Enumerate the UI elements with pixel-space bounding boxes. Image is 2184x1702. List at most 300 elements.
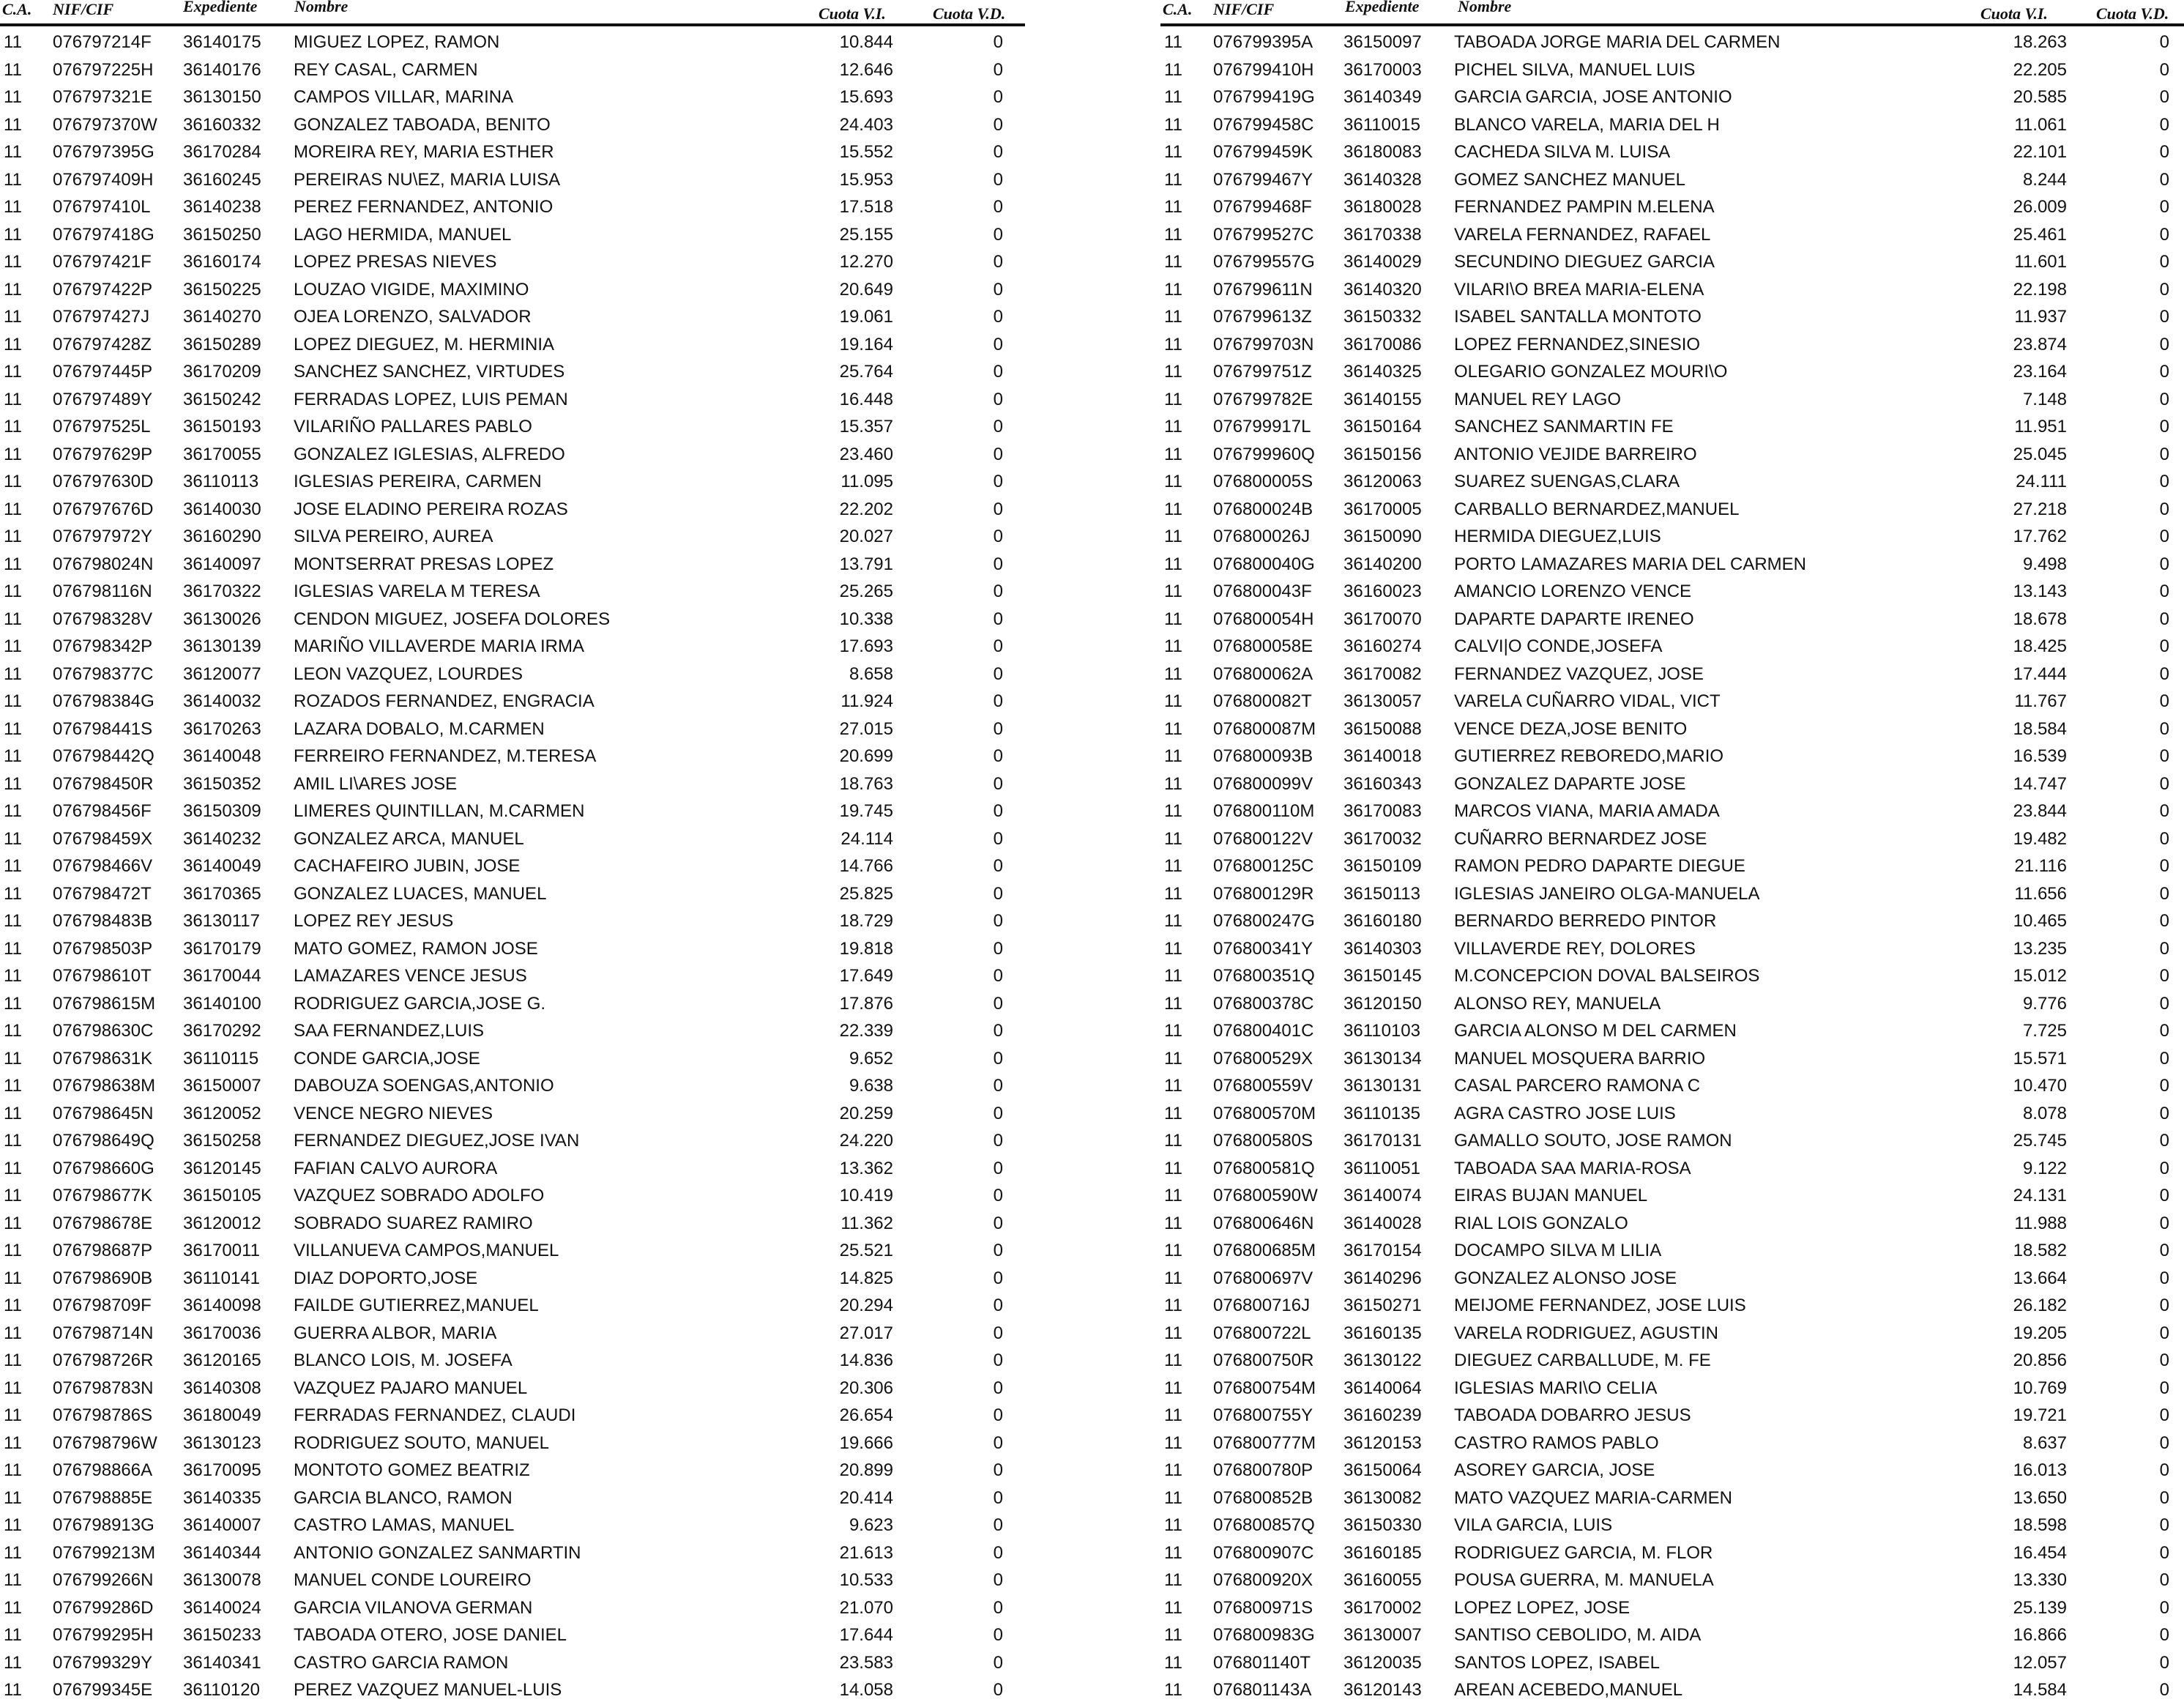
cell-nif: 076800570M (1213, 1103, 1316, 1123)
cell-ca: 11 (1164, 636, 1182, 656)
cell-nombre: RODRIGUEZ SOUTO, MANUEL (294, 1432, 549, 1453)
table-row (0, 81, 1025, 109)
cell-ca: 11 (4, 609, 22, 629)
cell-nombre: VILLANUEVA CAMPOS,MANUEL (294, 1241, 559, 1260)
header-expediente: Expediente (1345, 0, 1420, 15)
cell-ca: 11 (4, 1570, 22, 1590)
table-row (1160, 549, 2184, 576)
cell-expediente: 36120035 (1343, 1652, 1422, 1673)
cell-cuota-vd: 0 (2159, 581, 2169, 601)
cell-cuota-vd: 0 (993, 664, 1003, 684)
cell-cuota-vi: 19.205 (2013, 1323, 2067, 1343)
table-row (0, 521, 1025, 549)
cell-expediente: 36120165 (183, 1350, 261, 1370)
cell-cuota-vd: 0 (2159, 966, 2169, 986)
cell-nombre: CONDE GARCIA,JOSE (294, 1048, 480, 1069)
cell-cuota-vd: 0 (993, 1378, 1003, 1398)
table-row (0, 713, 1025, 741)
cell-cuota-vi: 11.951 (2014, 417, 2067, 436)
cell-nombre: DABOUZA SOENGAS,ANTONIO (294, 1076, 554, 1096)
cell-cuota-vi: 13.143 (2013, 581, 2067, 601)
table-row (0, 740, 1025, 768)
cell-nombre: CARBALLO BERNARDEZ,MANUEL (1454, 499, 1740, 519)
table-row (1160, 301, 2184, 329)
cell-expediente: 36170011 (183, 1241, 260, 1260)
cell-nombre: LOPEZ LOPEZ, JOSE (1454, 1597, 1630, 1618)
cell-expediente: 36170095 (183, 1460, 261, 1480)
cell-nombre: FAILDE GUTIERREZ,MANUEL (294, 1296, 539, 1315)
cell-cuota-vi: 13.791 (839, 554, 893, 574)
cell-ca: 11 (4, 1323, 22, 1343)
cell-ca: 11 (4, 279, 22, 300)
cell-cuota-vd: 0 (993, 609, 1003, 629)
right-table-body (1160, 26, 2184, 1702)
cell-cuota-vi: 18.729 (839, 911, 893, 931)
cell-nif: 076799458C (1213, 114, 1314, 135)
table-row (0, 1290, 1025, 1318)
table-row (0, 549, 1025, 576)
cell-ca: 11 (4, 1625, 22, 1645)
cell-cuota-vd: 0 (2159, 1487, 2169, 1508)
cell-nif: 076800780P (1213, 1460, 1313, 1480)
cell-cuota-vi: 10.470 (2013, 1076, 2067, 1096)
cell-ca: 11 (4, 1186, 22, 1205)
cell-nif: 076799557G (1213, 252, 1315, 272)
table-row (1160, 1400, 2184, 1427)
cell-expediente: 36180028 (1343, 197, 1422, 217)
cell-expediente: 36150164 (1343, 417, 1422, 436)
cell-nombre: LAGO HERMIDA, MANUEL (294, 224, 512, 245)
cell-nif: 076797489Y (53, 389, 153, 409)
cell-ca: 11 (1164, 389, 1182, 409)
cell-ca: 11 (1164, 664, 1182, 684)
cell-nif: 076798714N (53, 1323, 154, 1343)
cell-cuota-vd: 0 (993, 389, 1003, 409)
cell-nif: 076800581Q (1213, 1158, 1315, 1178)
cell-ca: 11 (4, 334, 22, 354)
table-row (0, 1537, 1025, 1565)
cell-nombre: LOPEZ DIEGUEZ, M. HERMINIA (294, 334, 555, 354)
cell-cuota-vi: 17.644 (839, 1625, 893, 1645)
cell-expediente: 36130078 (183, 1570, 261, 1590)
cell-ca: 11 (4, 828, 22, 849)
cell-ca: 11 (4, 1241, 22, 1260)
cell-cuota-vi: 21.070 (839, 1597, 893, 1618)
cell-nombre: FERNANDEZ VAZQUEZ, JOSE (1454, 664, 1704, 684)
cell-expediente: 36170032 (1343, 828, 1422, 849)
cell-cuota-vi: 8.244 (2022, 169, 2067, 190)
cell-nombre: M.CONCEPCION DOVAL BALSEIROS (1454, 966, 1760, 986)
table-row (0, 1619, 1025, 1647)
cell-nombre: MONTOTO GOMEZ BEATRIZ (294, 1460, 530, 1480)
cell-nif: 076797525L (53, 417, 151, 436)
table-row (1160, 658, 2184, 686)
cell-ca: 11 (1164, 1597, 1182, 1618)
cell-nombre: LOUZAO VIGIDE, MAXIMINO (294, 279, 529, 300)
cell-cuota-vi: 17.693 (839, 636, 893, 656)
cell-cuota-vd: 0 (2159, 1076, 2169, 1096)
table-row (1160, 164, 2184, 192)
cell-nombre: ANTONIO GONZALEZ SANMARTIN (294, 1542, 581, 1563)
table-row (1160, 1372, 2184, 1400)
cell-expediente: 36150097 (1343, 32, 1422, 52)
cell-cuota-vd: 0 (993, 1131, 1003, 1151)
cell-ca: 11 (1164, 1625, 1182, 1645)
table-row (0, 1674, 1025, 1702)
cell-cuota-vi: 16.539 (2013, 746, 2067, 766)
cell-nombre: VENCE NEGRO NIEVES (294, 1103, 493, 1123)
cell-cuota-vd: 0 (993, 1350, 1003, 1370)
cell-cuota-vi: 15.357 (839, 417, 893, 436)
cell-expediente: 36150258 (183, 1131, 261, 1151)
cell-ca: 11 (1164, 1076, 1182, 1096)
cell-ca: 11 (4, 1597, 22, 1618)
cell-expediente: 36170036 (183, 1323, 261, 1343)
cell-nif: 076798709F (53, 1296, 152, 1315)
cell-cuota-vd: 0 (2159, 1158, 2169, 1178)
cell-nif: 076798796W (53, 1432, 157, 1453)
cell-cuota-vi: 10.533 (839, 1570, 893, 1590)
cell-cuota-vd: 0 (993, 169, 1003, 190)
cell-cuota-vi: 26.009 (2013, 197, 2067, 217)
cell-expediente: 36150090 (1343, 527, 1422, 546)
header-nombre: Nombre (1458, 0, 1512, 15)
table-row (0, 795, 1025, 823)
cell-nombre: EIRAS BUJAN MANUEL (1454, 1186, 1648, 1205)
cell-cuota-vd: 0 (993, 444, 1003, 464)
cell-cuota-vi: 12.646 (839, 59, 893, 80)
cell-ca: 11 (1164, 1323, 1182, 1343)
cell-ca: 11 (1164, 1350, 1182, 1370)
cell-nif: 076799395A (1213, 32, 1313, 52)
cell-expediente: 36140098 (183, 1296, 261, 1315)
cell-cuota-vd: 0 (2159, 334, 2169, 354)
cell-cuota-vi: 14.836 (839, 1350, 893, 1370)
cell-nif: 076798116N (53, 581, 152, 601)
cell-cuota-vi: 9.623 (849, 1515, 893, 1535)
cell-cuota-vi: 13.235 (2013, 938, 2067, 959)
cell-cuota-vd: 0 (993, 636, 1003, 656)
cell-cuota-vi: 11.656 (2014, 883, 2067, 904)
cell-cuota-vd: 0 (993, 554, 1003, 574)
cell-nif: 076798328V (53, 609, 153, 629)
cell-expediente: 36140238 (183, 197, 261, 217)
cell-expediente: 36140335 (183, 1487, 261, 1508)
cell-cuota-vi: 20.585 (2013, 87, 2067, 107)
cell-cuota-vd: 0 (993, 1680, 1003, 1700)
cell-expediente: 36120150 (1343, 993, 1422, 1014)
cell-expediente: 36150250 (183, 224, 261, 245)
cell-expediente: 36140270 (183, 307, 261, 327)
cell-nif: 076800529X (1213, 1048, 1313, 1069)
cell-nif: 076799782E (1213, 389, 1313, 409)
cell-nombre: VARELA FERNANDEZ, RAFAEL (1454, 224, 1711, 245)
cell-cuota-vd: 0 (993, 252, 1003, 272)
cell-ca: 11 (1164, 1048, 1182, 1069)
cell-cuota-vi: 21.613 (839, 1542, 893, 1563)
cell-cuota-vd: 0 (2159, 1432, 2169, 1453)
cell-ca: 11 (4, 1048, 22, 1069)
cell-cuota-vi: 14.747 (2013, 773, 2067, 794)
cell-nif: 076799960Q (1213, 444, 1315, 464)
cell-nif: 076800082T (1213, 691, 1312, 711)
cell-cuota-vd: 0 (2159, 417, 2169, 436)
cell-cuota-vi: 25.764 (839, 362, 893, 382)
cell-cuota-vd: 0 (2159, 114, 2169, 135)
cell-ca: 11 (1164, 554, 1182, 574)
table-row (0, 850, 1025, 878)
cell-cuota-vd: 0 (993, 1186, 1003, 1205)
cell-nif: 076798342P (53, 636, 153, 656)
cell-cuota-vd: 0 (993, 1625, 1003, 1645)
cell-nif: 076797225H (53, 59, 154, 80)
cell-nombre: CUÑARRO BERNARDEZ JOSE (1454, 828, 1707, 849)
cell-cuota-vd: 0 (993, 911, 1003, 931)
cell-ca: 11 (1164, 87, 1182, 107)
table-row (1160, 219, 2184, 247)
table-row (1160, 1235, 2184, 1263)
cell-cuota-vi: 24.114 (841, 828, 893, 849)
cell-cuota-vd: 0 (2159, 362, 2169, 382)
cell-nif: 076798441S (53, 718, 153, 739)
cell-cuota-vd: 0 (993, 279, 1003, 300)
cell-expediente: 36140296 (1343, 1268, 1422, 1288)
cell-nombre: SANCHEZ SANMARTIN FE (1454, 417, 1674, 436)
cell-nombre: GUTIERREZ REBOREDO,MARIO (1454, 746, 1724, 766)
cell-nif: 076800351Q (1213, 966, 1315, 986)
cell-ca: 11 (4, 664, 22, 684)
cell-expediente: 36150109 (1343, 856, 1422, 876)
cell-nombre: LEON VAZQUEZ, LOURDES (294, 664, 523, 684)
right-table (1160, 0, 2184, 1702)
cell-nombre: PEREZ VAZQUEZ MANUEL-LUIS (294, 1680, 562, 1700)
cell-nif: 076799295H (53, 1625, 154, 1645)
cell-expediente: 36170044 (183, 966, 261, 986)
cell-cuota-vd: 0 (993, 1323, 1003, 1343)
cell-nif: 076798483B (53, 911, 153, 931)
cell-nombre: LAZARA DOBALO, M.CARMEN (294, 718, 545, 739)
cell-cuota-vd: 0 (993, 1241, 1003, 1260)
cell-cuota-vd: 0 (993, 993, 1003, 1014)
cell-nif: 076798866A (53, 1460, 153, 1480)
header-cuota-vi: Cuota V.I. (819, 4, 886, 23)
cell-nombre: IGLESIAS VARELA M TERESA (294, 581, 540, 601)
cell-nif: 076797445P (53, 362, 153, 382)
cell-ca: 11 (1164, 1432, 1182, 1453)
cell-nombre: SANTOS LOPEZ, ISABEL (1454, 1652, 1660, 1673)
cell-nif: 076797972Y (53, 527, 153, 546)
cell-expediente: 36150145 (1343, 966, 1422, 986)
table-row (1160, 1015, 2184, 1043)
cell-nif: 076801143A (1213, 1680, 1312, 1700)
cell-nif: 076800058E (1213, 636, 1313, 656)
header-cuota-vd: Cuota V.D. (2096, 4, 2169, 23)
cell-expediente: 36150289 (183, 334, 261, 354)
cell-expediente: 36170070 (1343, 609, 1422, 629)
cell-expediente: 36130026 (183, 609, 261, 629)
cell-nombre: AGRA CASTRO JOSE LUIS (1454, 1103, 1676, 1123)
table-row (1160, 1043, 2184, 1071)
table-row (1160, 384, 2184, 412)
cell-cuota-vd: 0 (2159, 828, 2169, 849)
cell-ca: 11 (4, 1158, 22, 1178)
table-row (0, 1015, 1025, 1043)
cell-ca: 11 (4, 197, 22, 217)
cell-cuota-vi: 25.825 (839, 883, 893, 904)
table-row (0, 1208, 1025, 1235)
cell-cuota-vi: 20.027 (839, 527, 893, 546)
cell-cuota-vd: 0 (993, 1213, 1003, 1233)
cell-ca: 11 (4, 417, 22, 436)
cell-expediente: 36160274 (1343, 636, 1422, 656)
cell-cuota-vi: 20.414 (839, 1487, 893, 1508)
cell-cuota-vd: 0 (2159, 911, 2169, 931)
cell-expediente: 36170082 (1343, 664, 1422, 684)
cell-cuota-vd: 0 (2159, 1542, 2169, 1563)
cell-nombre: CACHAFEIRO JUBIN, JOSE (294, 856, 521, 876)
cell-cuota-vi: 17.876 (839, 993, 893, 1014)
cell-nif: 076800777M (1213, 1432, 1316, 1453)
cell-ca: 11 (4, 87, 22, 107)
cell-expediente: 36130082 (1343, 1487, 1422, 1508)
cell-expediente: 36110103 (1343, 1021, 1420, 1041)
cell-nif: 076797428Z (53, 334, 152, 354)
cell-expediente: 36150242 (183, 389, 261, 409)
cell-cuota-vi: 14.584 (2013, 1680, 2067, 1700)
cell-nif: 076797421F (53, 252, 152, 272)
cell-cuota-vi: 13.362 (839, 1158, 893, 1178)
cell-cuota-vd: 0 (2159, 224, 2169, 245)
table-row (1160, 576, 2184, 603)
header-ca: C.A. (1163, 0, 1193, 18)
cell-nombre: FERNANDEZ DIEGUEZ,JOSE IVAN (294, 1131, 580, 1151)
cell-nombre: MONTSERRAT PRESAS LOPEZ (294, 554, 554, 574)
cell-nombre: OJEA LORENZO, SALVADOR (294, 307, 532, 327)
cell-expediente: 36170292 (183, 1021, 261, 1041)
cell-nif: 076800754M (1213, 1378, 1316, 1398)
cell-expediente: 36140328 (1343, 169, 1422, 190)
cell-ca: 11 (1164, 499, 1182, 519)
cell-nif: 076800247G (1213, 911, 1315, 931)
cell-nombre: DIAZ DOPORTO,JOSE (294, 1268, 478, 1288)
cell-nif: 076797629P (53, 444, 153, 464)
cell-nombre: VARELA RODRIGUEZ, AGUSTIN (1454, 1323, 1718, 1343)
table-row (1160, 1125, 2184, 1153)
table-row (0, 1153, 1025, 1181)
table-row (0, 494, 1025, 521)
cell-expediente: 36170154 (1343, 1241, 1422, 1260)
left-table-body (0, 26, 1025, 1702)
cell-cuota-vi: 23.874 (2013, 334, 2067, 354)
cell-nombre: TABOADA OTERO, JOSE DANIEL (294, 1625, 567, 1645)
cell-expediente: 36140074 (1343, 1186, 1422, 1205)
cell-cuota-vi: 15.693 (839, 87, 893, 107)
cell-nif: 076800852B (1213, 1487, 1313, 1508)
table-row (1160, 878, 2184, 906)
header-cuota-vd: Cuota V.D. (933, 4, 1006, 23)
cell-ca: 11 (1164, 1652, 1182, 1673)
table-row (1160, 109, 2184, 137)
cell-expediente: 36110135 (1343, 1103, 1420, 1123)
cell-expediente: 36120145 (183, 1158, 261, 1178)
cell-cuota-vi: 17.649 (839, 966, 893, 986)
cell-cuota-vi: 18.678 (2013, 609, 2067, 629)
cell-expediente: 36170322 (183, 581, 261, 601)
cell-expediente: 36140303 (1343, 938, 1422, 959)
cell-cuota-vd: 0 (2159, 499, 2169, 519)
cell-cuota-vd: 0 (993, 142, 1003, 162)
cell-ca: 11 (4, 252, 22, 272)
cell-expediente: 36140064 (1343, 1378, 1422, 1398)
cell-cuota-vi: 9.776 (2022, 993, 2067, 1014)
table-row (1160, 1537, 2184, 1565)
cell-nif: 076799419G (1213, 87, 1315, 107)
cell-nif: 076798630C (53, 1021, 154, 1041)
cell-nif: 076798450R (53, 773, 154, 794)
cell-cuota-vd: 0 (993, 883, 1003, 904)
cell-expediente: 36120153 (1343, 1432, 1422, 1453)
cell-nombre: AMANCIO LORENZO VENCE (1454, 581, 1692, 601)
cell-nombre: TABOADA JORGE MARIA DEL CARMEN (1454, 32, 1781, 52)
cell-ca: 11 (1164, 1405, 1182, 1425)
cell-nif: 076799345E (53, 1680, 153, 1700)
table-row (0, 1372, 1025, 1400)
cell-expediente: 36160185 (1343, 1542, 1422, 1563)
cell-nif: 076798645N (53, 1103, 154, 1123)
cell-ca: 11 (4, 444, 22, 464)
cell-nif: 076797422P (53, 279, 153, 300)
cell-cuota-vi: 11.988 (2014, 1213, 2067, 1233)
cell-cuota-vi: 19.818 (839, 938, 893, 959)
left-table-header (0, 0, 1025, 26)
cell-cuota-vi: 10.465 (2013, 911, 2067, 931)
cell-ca: 11 (1164, 718, 1182, 739)
cell-nombre: GARCIA ALONSO M DEL CARMEN (1454, 1021, 1737, 1041)
cell-ca: 11 (4, 224, 22, 245)
cell-nif: 076799410H (1213, 59, 1314, 80)
cell-expediente: 36140048 (183, 746, 261, 766)
cell-nombre: PEREZ FERNANDEZ, ANTONIO (294, 197, 554, 217)
cell-nif: 076798442Q (53, 746, 154, 766)
cell-cuota-vi: 11.924 (841, 691, 893, 711)
cell-cuota-vi: 20.856 (2013, 1350, 2067, 1370)
cell-cuota-vd: 0 (2159, 801, 2169, 821)
cell-cuota-vd: 0 (993, 801, 1003, 821)
cell-expediente: 36160290 (183, 527, 261, 546)
cell-ca: 11 (4, 1350, 22, 1370)
cell-cuota-vi: 19.721 (2013, 1405, 2067, 1425)
cell-cuota-vd: 0 (2159, 691, 2169, 711)
table-row (0, 411, 1025, 439)
cell-nombre: FERREIRO FERNANDEZ, M.TERESA (294, 746, 597, 766)
cell-nombre: RIAL LOIS GONZALO (1454, 1213, 1628, 1233)
cell-ca: 11 (1164, 279, 1182, 300)
cell-cuota-vi: 14.058 (839, 1680, 893, 1700)
cell-cuota-vi: 25.521 (839, 1241, 893, 1260)
table-row (1160, 1592, 2184, 1620)
cell-expediente: 36140344 (183, 1542, 261, 1563)
cell-cuota-vi: 25.045 (2013, 444, 2067, 464)
cell-nif: 076798638M (53, 1076, 156, 1096)
cell-nombre: PORTO LAMAZARES MARIA DEL CARMEN (1454, 554, 1806, 574)
cell-cuota-vd: 0 (2159, 856, 2169, 876)
cell-expediente: 36140175 (183, 32, 261, 52)
cell-nif: 076798631K (53, 1048, 153, 1069)
cell-expediente: 36150271 (1343, 1296, 1422, 1315)
table-row (1160, 1482, 2184, 1510)
cell-nif: 076800054H (1213, 609, 1314, 629)
cell-expediente: 36150330 (1343, 1515, 1422, 1535)
